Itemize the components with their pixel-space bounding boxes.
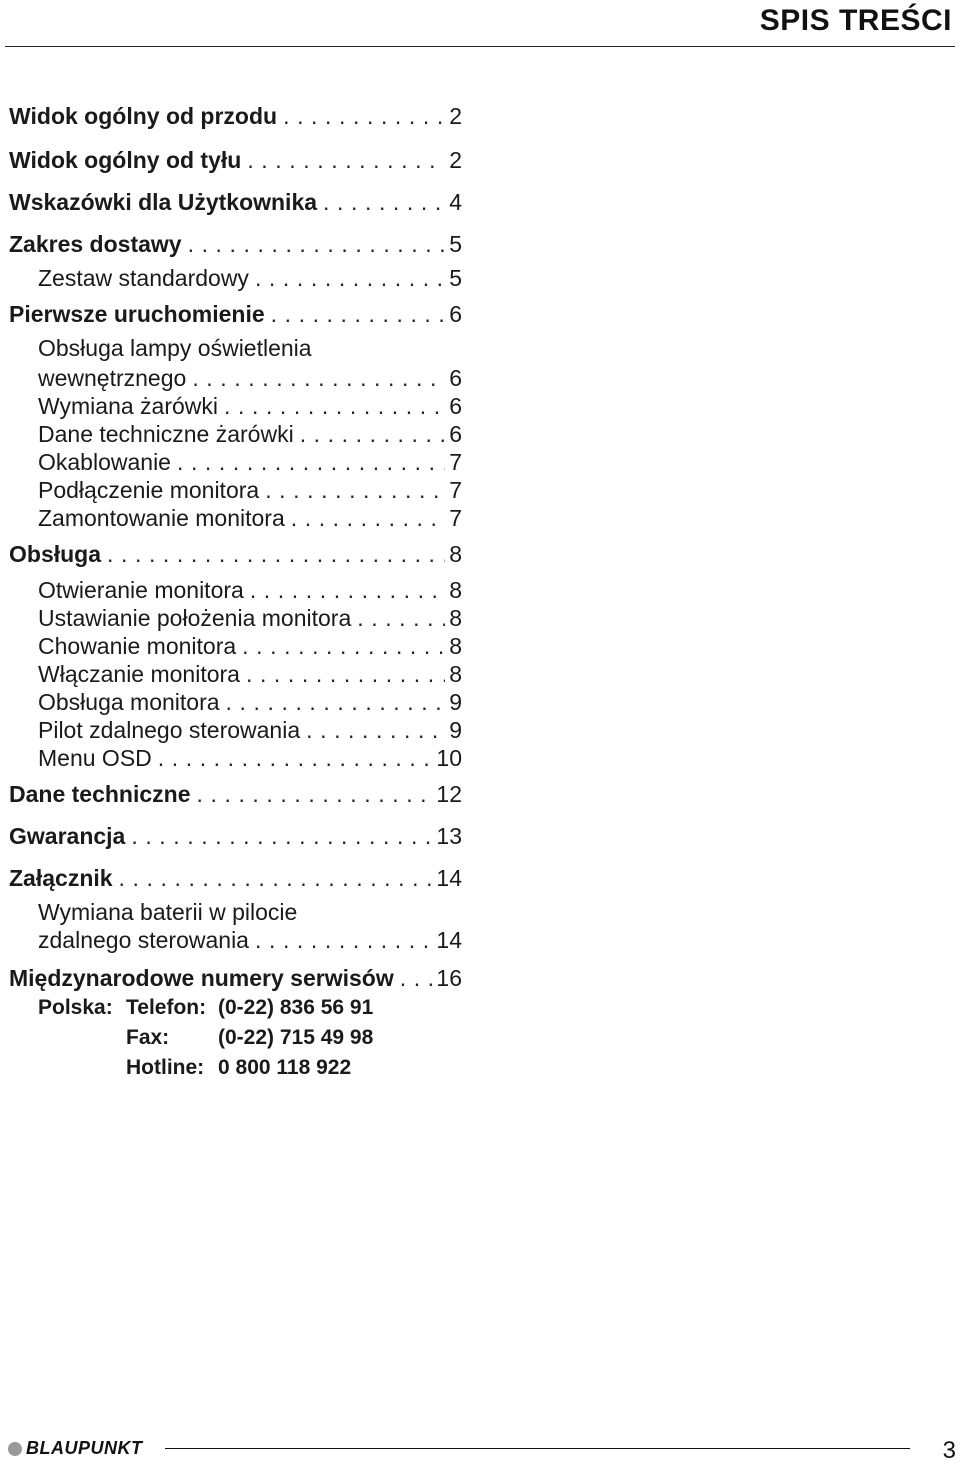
toc-leader-dots [300, 420, 445, 448]
toc-entry-page: 6 [449, 301, 462, 327]
brand-name: BLAUPUNKT [26, 1438, 143, 1458]
toc-entry[interactable] [0, 576, 462, 604]
toc-entry[interactable] [0, 230, 462, 258]
toc-leader-dots [177, 448, 445, 476]
toc-entry[interactable] [0, 688, 462, 716]
contact-hotline-label: Hotline: [126, 1056, 205, 1079]
toc-leader-dots [226, 688, 445, 716]
toc-leader-dots [255, 264, 445, 292]
toc-leader-dots [306, 716, 445, 744]
toc-entry[interactable] [0, 744, 462, 772]
toc-entry-label: Dane techniczne [9, 781, 191, 807]
toc-entry-page: 7 [449, 477, 462, 503]
toc-entry-page: 8 [449, 541, 462, 567]
toc-leader-dots [192, 364, 445, 392]
toc-entry-page: 6 [449, 365, 462, 391]
toc-entry-label: Wskazówki dla Użytkownika [9, 189, 318, 215]
toc-entry-page: 6 [449, 421, 462, 447]
toc-entry-label: Menu OSD [38, 745, 152, 771]
toc-entry-label: Obsługa monitora [38, 689, 220, 715]
toc-leader-dots [247, 146, 445, 174]
toc-entry-label: wewnętrznego [38, 365, 187, 391]
toc-entry[interactable] [0, 188, 462, 216]
toc-leader-dots [255, 926, 433, 954]
toc-leader-dots [131, 822, 433, 850]
toc-entry-label: zdalnego sterowania [38, 927, 249, 953]
toc-leader-dots [271, 300, 445, 328]
toc-entry-label: Obsługa [9, 541, 102, 567]
toc-entry[interactable] [0, 300, 462, 328]
toc-entry[interactable] [0, 780, 462, 808]
toc-entry-page: 8 [449, 605, 462, 631]
toc-entry-page: 2 [449, 147, 462, 173]
contact-fax-label: Fax: [126, 1026, 170, 1049]
toc-leader-dots [224, 392, 445, 420]
toc-entry-label: Zamontowanie monitora [38, 505, 285, 531]
toc-leader-dots [188, 230, 445, 258]
toc-entry-label: Widok ogólny od przodu [9, 103, 278, 129]
toc-leader-dots [283, 102, 445, 130]
page-number: 3 [942, 1437, 956, 1464]
toc-entry-page: 2 [449, 103, 462, 129]
toc-entry-label: Pierwsze uruchomienie [9, 301, 265, 327]
toc-entry-page: 12 [436, 781, 462, 807]
toc-entry-label: Dane techniczne żarówki [38, 421, 294, 447]
logo-dot-icon [8, 1442, 22, 1456]
contact-country: Polska: [38, 996, 113, 1019]
toc-entry[interactable] [0, 448, 462, 476]
toc-entry[interactable] [0, 504, 462, 532]
toc-entry[interactable] [0, 604, 462, 632]
toc-entry[interactable] [0, 864, 462, 892]
toc-leader-dots [357, 604, 445, 632]
toc-leader-dots [246, 660, 445, 688]
toc-entry-label: Otwieranie monitora [38, 577, 244, 603]
toc-entry-page: 4 [449, 189, 462, 215]
toc-entry-label: Widok ogólny od tyłu [9, 147, 242, 173]
toc-entry-label: Wymiana żarówki [38, 393, 219, 419]
toc-entry-page: 16 [436, 965, 462, 991]
toc-entry[interactable] [0, 926, 462, 954]
contact-fax: (0-22) 715 49 98 [218, 1026, 374, 1049]
toc-leader-dots [323, 188, 445, 216]
toc-entry-page: 14 [436, 865, 462, 891]
toc-entry[interactable] [0, 660, 462, 688]
toc-entry[interactable] [0, 716, 462, 744]
toc-entry-page: 8 [449, 577, 462, 603]
toc-leader-dots [400, 964, 434, 992]
contact-phone-label: Telefon: [126, 996, 207, 1019]
page-title: SPIS TREŚCI [759, 4, 952, 37]
toc-entry-label: Międzynarodowe numery serwisów [9, 965, 394, 991]
toc-leader-dots [291, 504, 445, 532]
toc-entry-label: Zestaw standardowy [38, 265, 249, 291]
toc-entry[interactable] [0, 632, 462, 660]
toc-entry-label: Okablowanie [38, 449, 171, 475]
toc-entry-page: 10 [436, 745, 462, 771]
toc-entry-page: 7 [449, 449, 462, 475]
toc-entry[interactable] [0, 822, 462, 850]
toc-entry-page: 8 [449, 661, 462, 687]
toc-entry[interactable] [0, 102, 462, 130]
toc-entry-label: Chowanie monitora [38, 633, 237, 659]
toc-entry-label: Gwarancja [9, 823, 126, 849]
toc-leader-dots [250, 576, 445, 604]
contact-hotline: 0 800 118 922 [218, 1056, 352, 1079]
toc-leader-dots [107, 540, 445, 568]
toc-leader-dots [158, 744, 434, 772]
toc-entry-label: Obsługa lampy oświetlenia [38, 335, 312, 361]
toc-entry-page: 13 [436, 823, 462, 849]
toc-entry-label: Włączanie monitora [38, 661, 240, 687]
brand-logo [8, 1438, 143, 1459]
header-divider [5, 46, 955, 47]
toc-leader-dots [265, 476, 445, 504]
toc-entry-page: 5 [449, 231, 462, 257]
toc-entry[interactable] [0, 540, 462, 568]
footer-divider [165, 1448, 910, 1449]
toc-entry[interactable] [0, 146, 462, 174]
toc-entry[interactable] [0, 264, 462, 292]
toc-entry[interactable] [0, 964, 462, 992]
toc-entry[interactable] [0, 476, 462, 504]
toc-entry-label: Załącznik [9, 865, 113, 891]
toc-leader-dots [119, 864, 434, 892]
toc-entry-page: 9 [449, 717, 462, 743]
toc-entry-page: 6 [449, 393, 462, 419]
toc-leader-dots [242, 632, 445, 660]
toc-entry-page: 7 [449, 505, 462, 531]
contact-phone: (0-22) 836 56 91 [218, 996, 374, 1019]
toc-entry-label: Ustawianie położenia monitora [38, 605, 352, 631]
toc-entry[interactable] [0, 392, 462, 420]
toc-entry-label: Zakres dostawy [9, 231, 182, 257]
toc-entry-page: 8 [449, 633, 462, 659]
toc-entry[interactable] [0, 420, 462, 448]
toc-entry-label: Podłączenie monitora [38, 477, 260, 503]
toc-entry-label: Pilot zdalnego sterowania [38, 717, 301, 743]
toc-leader-dots [197, 780, 434, 808]
toc-entry-page: 5 [449, 265, 462, 291]
toc-entry-label: Wymiana baterii w pilocie [38, 899, 298, 925]
toc-entry-page: 9 [449, 689, 462, 715]
toc-entry[interactable] [0, 364, 462, 392]
toc-entry-page: 14 [436, 927, 462, 953]
